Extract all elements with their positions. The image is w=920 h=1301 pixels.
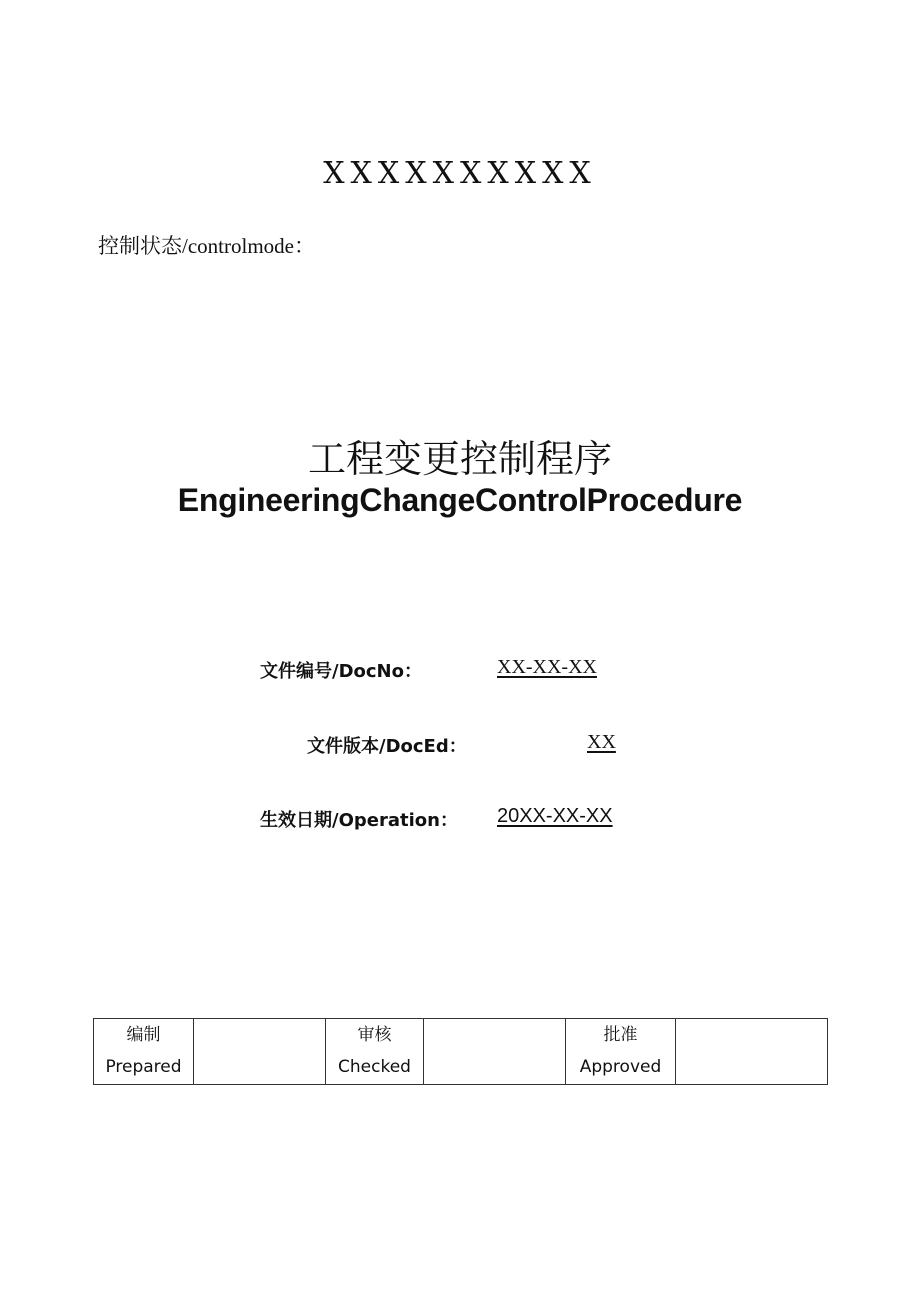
prepared-label-cn: 编制 [126, 1025, 161, 1045]
prepared-signature-cell[interactable] [194, 1019, 326, 1085]
doc-edition-label: 文件版本/DocEd： [307, 736, 467, 757]
doc-edition-value: XX [587, 731, 616, 753]
checked-label-en: Checked [338, 1057, 411, 1078]
approved-signature-cell[interactable] [676, 1019, 828, 1085]
prepared-label-en: Prepared [105, 1057, 182, 1078]
approved-label-cell [566, 1019, 676, 1085]
operation-date-label: 生效日期/Operation： [260, 810, 458, 831]
signoff-table [93, 1018, 828, 1085]
checked-signature-cell[interactable] [424, 1019, 566, 1085]
signoff-row [94, 1019, 828, 1085]
prepared-label-cell [94, 1019, 194, 1085]
doc-number-label: 文件编号/DocNo： [260, 661, 422, 682]
document-title-english: EngineeringChangeControlProcedure [177, 482, 743, 518]
control-mode-label: 控制状态/controlmode： [98, 234, 315, 258]
approved-label-en: Approved [579, 1057, 662, 1078]
company-name: XXXXXXXXXX [323, 156, 597, 191]
operation-date-value: 20XX-XX-XX [497, 805, 613, 827]
document-title-chinese: 工程变更控制程序 [307, 437, 612, 481]
doc-number-value: XX-XX-XX [497, 656, 597, 678]
checked-label-cn: 审核 [357, 1025, 392, 1045]
checked-label-cell [326, 1019, 424, 1085]
approved-label-cn: 批准 [603, 1025, 638, 1045]
